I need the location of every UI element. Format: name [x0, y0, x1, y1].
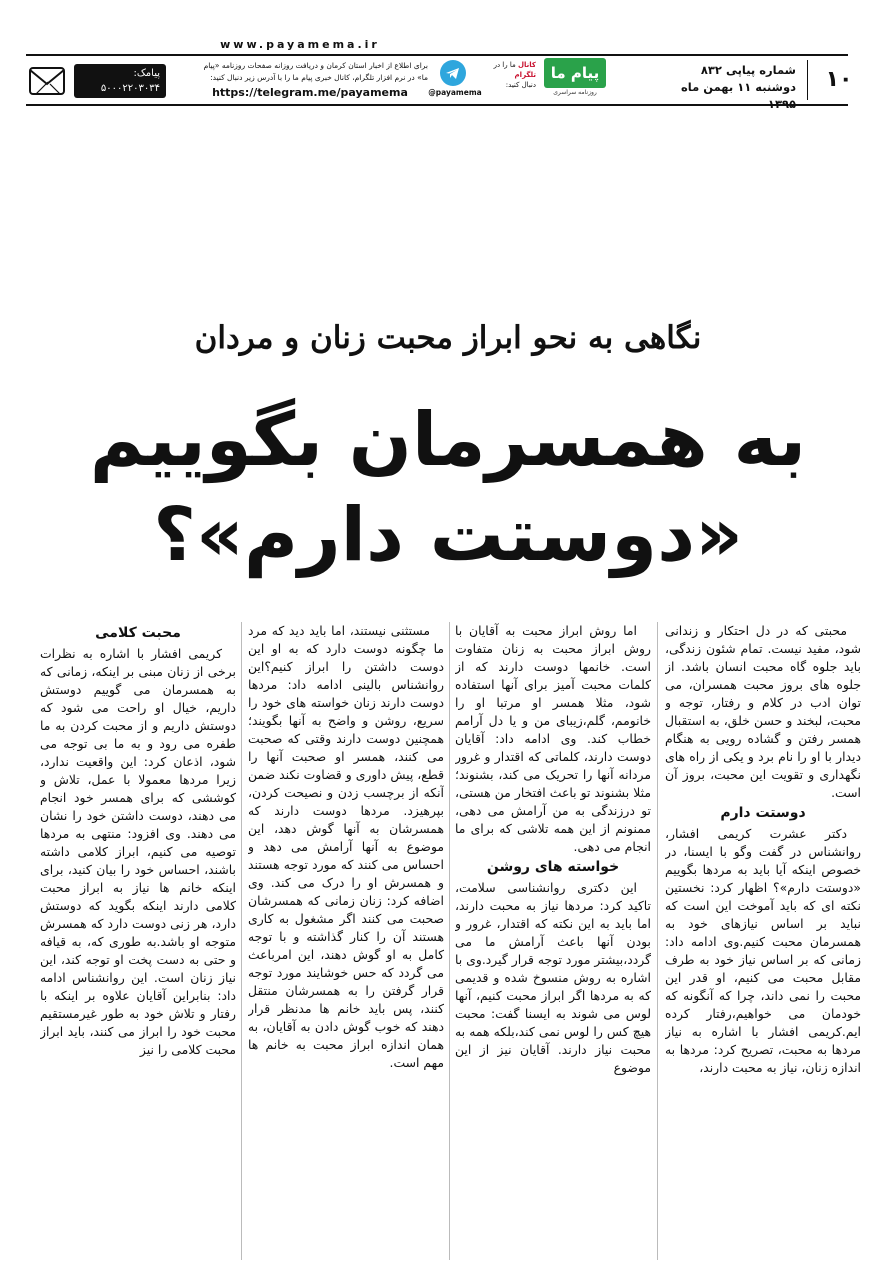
column-divider: [657, 622, 658, 1260]
article-column-1: [665, 622, 861, 1262]
section-heading: محبت کلامی: [95, 625, 181, 641]
column-divider: [449, 622, 450, 1260]
telegram-handle[interactable]: @payamema: [428, 88, 482, 97]
telegram-prompt-channel: کانال: [517, 61, 536, 69]
headline-title-line1: به همسرمان بگوییم: [89, 397, 807, 483]
article-column-3: [248, 622, 444, 1262]
article-column-4: [40, 622, 236, 1262]
telegram-icon[interactable]: [440, 60, 466, 86]
section-heading: دوستت دارم: [720, 805, 806, 821]
column-paragraph: دکتر عشرت کریمی افشار، روانشناس در گفت وگو با ایسنا، در خصوص اینکه آیا باید به مردها بگوییم «دوستت دارم»؟ اظهار کرد: نخستین نکته ای که باید آموخت این است که نباید بر اساس نیازهای خود به همسرمان محبت کنیم.وی ادامه داد: زمانی که بر اساس نیاز خود به طرف مقابل محبت می کنیم، او قدر این محبت را نمی داند، چرا که آنگونه که خودمان می خواهیم،رفتار کرده ایم.کریمی افشار با اشاره به نیاز مردها به محبت، تصریح کرد: مردها به اندازه زنان، نیاز به محبت دارند،: [665, 826, 861, 1075]
sms-box: [74, 64, 166, 98]
telegram-prompt-app: تلگرام: [514, 71, 536, 79]
telegram-prompt: [474, 60, 536, 90]
telegram-prompt-mid: ما را در: [493, 61, 518, 69]
telegram-prompt-follow: دنبال کنید:: [505, 81, 536, 89]
column-paragraph: محبتی که در دل احتکار و زندانی شود، مفید نیست. تمام شئون زندگی، باید جلوه گاه محبت انسان باشد. از جلوه های بروز محبت همسران، می توان ادب در کلام و رفتار، توجه و محبت، لبخند و حسن خلق، به استقبال همسر رفتن و گشاده رویی به هنگام دیدار با او را نام برد و یکی از راه های نگهداری و تقویت این محبت، بروز آن است.: [665, 623, 861, 800]
telegram-url-link[interactable]: https://telegram.me/payamema: [212, 86, 408, 99]
sms-number: ۵۰۰۰۲۲۰۳۰۳۴: [100, 83, 160, 94]
section-heading: خواسته های روشن: [486, 859, 620, 875]
headline-title-line2: «دوستت دارم»؟: [153, 492, 743, 578]
column-divider: [241, 622, 242, 1260]
logo-subtext: روزنامه سراسری: [553, 89, 597, 96]
issue-date: دوشنبه ۱۱ بهمن ماه ۱۳۹۵: [681, 80, 796, 111]
site-url: www.payamema.ir: [220, 38, 380, 51]
sms-label: پیامک:: [133, 68, 160, 79]
headline-kicker: نگاهی به نحو ابراز محبت زنان و مردان: [194, 320, 702, 356]
column-paragraph: کریمی افشار با اشاره به نظرات برخی از زنان مبنی بر اینکه، زمانی که به همسرمان می گوییم دوستش داریم، خیال او راحت می شود که دوستش داریم و از محبت کردن به ما طفره می رود و به ما بی توجه می شود، اذعان کرد: این واقعیت ندارد، زیرا مردها معمولا با عمل، تلاش و کوششی که برای همسر خود انجام می دهند، دوست داشتن خود را نشان می دهند. وی افزود: منتهی به مردها توصیه می کنیم، ابراز کلامی داشته باشند، احساس خود را بیان کنید، برای اینکه خانم ها نیاز به ابراز محبت کلامی دارند اینکه بگوید که دوستش دارد، هر زنی دوست دارد که همسرش متوجه او باشد.به طوری که، به قیافه و حتی به دست پخت او توجه کند، این نیاز زنان است. این روانشناس ادامه داد: بنابراین آقایان علاوه بر اینکه با رفتار و تلاش خود به طور غیرمستقیم محبت خود را ابراز می کنند، باید ابراز محبت کلامی را نیز: [40, 646, 236, 1057]
column-paragraph: اما روش ابراز محبت به آقایان با روش ابراز محبت به زنان متفاوت است. خانمها دوست دارند که از کلمات محبت آمیز برای آنها استفاده شود، مثلا همسر او مرتبا او را خانومم، گلم،زیبای من و یا دل آرامم خطاب کند. وی ادامه داد: آقایان دوست دارند، کلماتی که اقتدار و غرور مردانه آنها را تحریک می کند، بشنوند؛ مثلا بشنوند تو باعث افتخار من هستی، تو درزندگی به من آرامش می دهی، ممنونم از این همه تلاشی که برای ما انجام می دهی.: [455, 623, 651, 854]
page-number: ۱۰: [807, 60, 870, 100]
envelope-icon: [28, 64, 68, 98]
column-paragraph: این دکتری روانشناسی سلامت، تاکید کرد: مردها نیاز به محبت دارند، اما باید به این نکته که اقتدار، غرور و بودن آنها باعث آرامش ما می گردد،بیشتر مورد توجه قرار گیرد.وی با اشاره به روش منسوخ شده و قدیمی که به مردها اگر ابراز محبت کنیم، آنها لوس می شوند به ایسنا گفت: محبت هیچ کس را لوس نمی کند،بلکه همه به محبت نیاز دارند. آقایان نیز از این موضوع: [455, 880, 651, 1075]
article-column-2: [455, 622, 651, 1262]
telegram-notice: برای اطلاع از اخبار استان کرمان و دریافت روزانه صفحات روزنامه «پیام ما» در نرم افزار تلگرام، کانال خبری پیام ما را با آدرس زیر دنبال کنید:: [203, 61, 428, 82]
issue-number: شماره پیاپی ۸۳۲: [700, 63, 796, 77]
newspaper-logo: پیام ما: [544, 58, 606, 88]
issue-info: [656, 62, 796, 113]
column-paragraph: مستثنی نیستند، اما باید دید که مرد ما چگونه دوست دارد که به او این دوست داشتن را ابراز کنیم؟این روانشناس بالینی ادامه داد: مردها دوست دارند زنان خواسته های خود را سریع، روشن و واضح به آنها بگویند؛ همچنین دوست دارند وقتی که صحبت می کنند، همسر او صحبت آنها را قطع، پیش داوری و قضاوت نکند ضمن آنکه از برچسب زدن و نصیحت کردن، بپرهیزد. مردها دوست دارند که همسرشان به آنها گوش دهد، این موضوع به آنها آرامش می دهد و احساس می کنند که مورد توجه هستند و همسرش او را درک می کند. وی اضافه کرد: زنان زمانی که همسرشان صحبت می کنند اگر مشغول به کاری هستند آن را کنار گذاشته و با توجه کامل به او گوش دهند، این امرباعث می گردد که حس خوشایند مورد توجه قرار گرفتن را به همسرشان منتقل کنند، پس باید خانم ها مدنظر قرار دهند که خوب گوش دادن به آقایان، به همان اندازه ابراز محبت به خانم ها مهم است.: [248, 623, 444, 1070]
